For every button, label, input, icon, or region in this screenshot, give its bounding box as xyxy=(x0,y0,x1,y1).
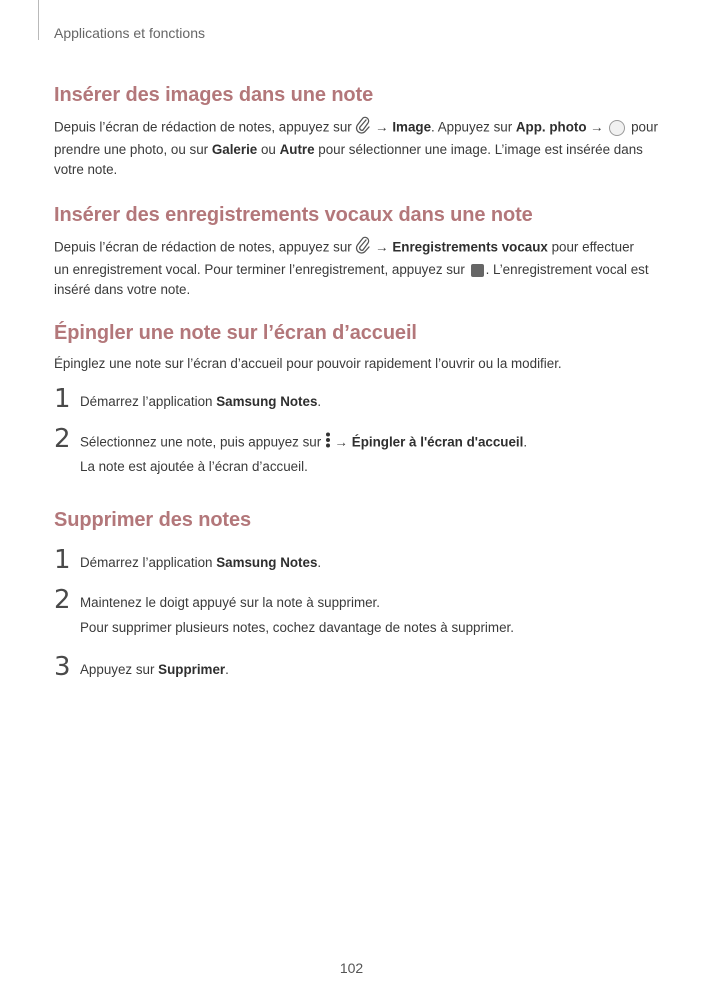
step-number: 2 xyxy=(54,424,71,454)
text: Appuyez sur xyxy=(80,662,159,677)
step-subtext: Pour supprimer plusieurs notes, cochez davantage de notes à supprimer. xyxy=(80,620,514,635)
pin-intro: Épinglez une note sur l’écran d’accueil pour pouvoir rapidement l’ouvrir ou la modifier. xyxy=(54,356,562,371)
text: . xyxy=(317,555,322,570)
arrow: → xyxy=(371,119,393,135)
samsung-notes-label: Samsung Notes xyxy=(216,394,318,409)
arrow: → xyxy=(330,434,352,450)
step-text xyxy=(80,660,229,680)
text: Sélectionnez une note, puis appuyez sur xyxy=(80,434,325,450)
text: prendre une photo, ou sur xyxy=(54,142,212,157)
text: Depuis l’écran de rédaction de notes, appuyez sur xyxy=(54,239,356,255)
text: Démarrez l’application xyxy=(80,555,217,570)
arrow: → xyxy=(586,119,608,135)
image-label: Image xyxy=(392,119,432,135)
text: Démarrez l’application xyxy=(80,394,217,409)
samsung-notes-label: Samsung Notes xyxy=(216,555,318,570)
step-number: 1 xyxy=(54,384,71,414)
section-title-images: Insérer des images dans une note xyxy=(54,84,374,106)
arrow: → xyxy=(371,239,393,255)
app-photo-label: App. photo xyxy=(515,119,587,135)
step-text xyxy=(80,392,321,412)
section-title-pin: Épingler une note sur l’écran d’accueil xyxy=(54,322,417,344)
autre-label: Autre xyxy=(279,142,315,157)
paperclip-icon xyxy=(355,236,371,260)
epingler-label: Épingler à l'écran d'accueil xyxy=(351,434,524,450)
section-title-delete: Supprimer des notes xyxy=(54,509,252,531)
step-number: 2 xyxy=(54,585,71,615)
step-number: 3 xyxy=(54,652,71,682)
paperclip-icon xyxy=(355,116,371,140)
camera-shutter-icon xyxy=(609,120,625,136)
text: . xyxy=(523,434,528,450)
text: . Appuyez sur xyxy=(431,119,516,135)
text: pour xyxy=(627,119,658,135)
supprimer-label: Supprimer xyxy=(158,662,226,677)
section-title-voice: Insérer des enregistrements vocaux dans une note xyxy=(54,204,533,226)
text: un enregistrement vocal. Pour terminer l’enregistrement, appuyez sur xyxy=(54,262,469,277)
text: . L’enregistrement vocal est xyxy=(485,262,649,277)
text: . xyxy=(225,662,229,677)
step-subtext: La note est ajoutée à l’écran d’accueil. xyxy=(80,459,308,474)
text: pour effectuer xyxy=(547,239,634,255)
galerie-label: Galerie xyxy=(211,142,258,157)
enregistrements-label: Enregistrements vocaux xyxy=(392,239,548,255)
header-rule xyxy=(38,0,39,40)
step-text: Maintenez le doigt appuyé sur la note à supprimer. xyxy=(80,595,380,610)
step-number: 1 xyxy=(54,545,71,575)
header-section-title: Applications et fonctions xyxy=(54,25,205,41)
text: . xyxy=(317,394,322,409)
text: Depuis l’écran de rédaction de notes, appuyez sur xyxy=(54,119,356,135)
text: inséré dans votre note. xyxy=(54,282,191,297)
page-number: 102 xyxy=(339,960,364,976)
text: pour sélectionner une image. L’image est insérée dans xyxy=(314,142,643,157)
step-text xyxy=(80,553,321,573)
images-paragraph xyxy=(54,116,658,180)
step-text xyxy=(80,432,527,454)
text: ou xyxy=(257,142,280,157)
stop-icon xyxy=(471,264,484,277)
voice-paragraph xyxy=(54,236,654,300)
text: votre note. xyxy=(54,162,118,177)
